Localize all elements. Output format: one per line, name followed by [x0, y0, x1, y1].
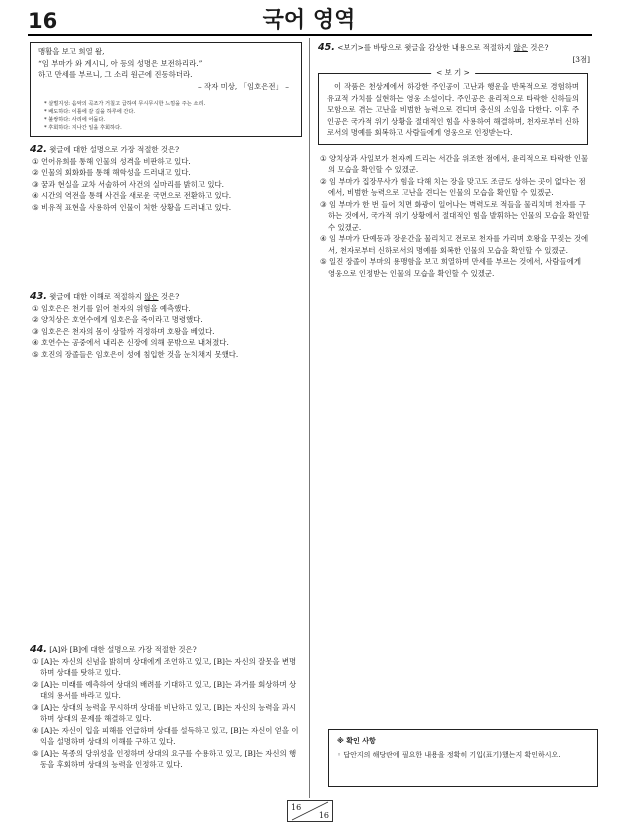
option-marker: ④: [32, 191, 39, 200]
bogi-box: [318, 68, 588, 145]
option-text: 양치상과 사일보가 천자께 드리는 서간을 위조한 점에서, 윤리적으로 타락한 인물의 모습을 확인할 수 있겠군.: [328, 153, 589, 174]
passage-box: [30, 42, 302, 137]
option-marker: ③: [32, 179, 39, 189]
option-marker: ⑤: [320, 257, 327, 266]
left-column: [30, 42, 302, 360]
question-text: [A]와 [B]에 대한 설명으로 가장 적절한 것은?: [49, 645, 197, 654]
option-5[interactable]: [318, 256, 590, 279]
question-stem: [318, 42, 590, 54]
option-text: 꿈과 현실을 교차 서술하여 사건의 실마리를 밝히고 있다.: [41, 179, 225, 189]
option-text: 시간의 역전을 통해 사건을 새로운 국면으로 전환하고 있다.: [41, 191, 232, 200]
option-text: 임 부마가 단예동과 장운간을 물리치고 전로로 천자를 가리며 호왕을 꾸짖는 것에서, 천자로부터 신하로서의 명예를 회복한 인물의 모습을 확인할 수 있겠군.: [328, 234, 589, 255]
confirm-box: [328, 729, 598, 787]
page-number: 16: [28, 9, 58, 33]
question-text: 것은?: [158, 292, 180, 301]
option-marker: ①: [32, 656, 39, 666]
passage-source: – 작자 미상, 「임호은전」 –: [197, 81, 289, 91]
option-1[interactable]: [30, 303, 302, 315]
option-marker: ①: [32, 303, 39, 313]
option-marker: ④: [32, 725, 39, 735]
footnote: * 살벌지성: 음악의 곡조가 거칠고 급하여 무시무시한 느낌을 주는 소리.: [44, 101, 206, 107]
option-text: 호연수는 공중에서 내리온 신장에 의해 문밖으로 내쳐졌다.: [41, 338, 229, 347]
option-3[interactable]: [318, 199, 590, 234]
passage-line: 하고 만세를 부르니, 그 소리 원근에 진동하더라.: [38, 70, 193, 79]
question-stem: [30, 291, 302, 303]
footnote: * 불쌍하다: 사리에 어둡다.: [44, 117, 106, 123]
option-text: 임호은은 천자의 몸이 상할까 걱정하며 호왕을 베었다.: [41, 326, 215, 336]
option-text: [A]는 목종의 당위성을 인정하며 상대의 요구를 수용하고 있고, [B]는 자신의 행동을 후회하며 상대의 능력을 인정하고 있다.: [40, 748, 297, 769]
option-text: 양치상은 호연수에게 임호은을 죽이라고 명령했다.: [41, 315, 203, 324]
option-marker: ②: [32, 679, 39, 689]
option-4[interactable]: [30, 725, 302, 748]
confirm-title: ※ 확인 사항: [337, 737, 376, 745]
header-rule: [28, 34, 592, 36]
option-text: 언어유희를 통해 인물의 성격을 비판하고 있다.: [41, 156, 191, 166]
question-number: 43.: [30, 291, 47, 302]
bogi-text: 이 작품은 천상계에서 하강한 주인공이 고난과 행운을 반복적으로 경험하며 유교적 가치를 실현하는 영웅 소설이다. 주인공은 윤리적으로 타락한 신하들의 모함으로 겪는 고난을 비범한 능력으로 견디며 충신의 소임을 다한다. 이후 주인공은 국가적 위기 상황을 절대적인 힘을 사용하여 해결하며, 천자로부터 신하로서의 명예를 회복하고 사람들에게 영웅으로 인정받는다.: [327, 82, 579, 137]
option-4[interactable]: [30, 190, 302, 202]
option-2[interactable]: [30, 167, 302, 179]
option-marker: ⑤: [32, 748, 39, 758]
option-marker: ①: [320, 153, 327, 163]
option-4[interactable]: [30, 337, 302, 349]
option-marker: ②: [32, 168, 39, 177]
option-marker: ①: [32, 156, 39, 166]
option-3[interactable]: [30, 702, 302, 725]
option-text: 임 부마가 집장무사가 힘을 다해 치는 장을 맞고도 조금도 상하는 곳이 없다는 점에서, 비범한 능력으로 고난을 견디는 인물의 모습을 확인할 수 있겠군.: [328, 176, 586, 197]
question-text: 윗글에 대한 이해로 적절하지: [49, 292, 145, 301]
option-text: [A]는 자신의 신념을 밝히며 상대에게 조언하고 있고, [B]는 자신의 잘못을 변명하며 상대를 탓하고 있다.: [40, 656, 297, 677]
question-text: <보기>를 바탕으로 윗글을 감상한 내용으로 적절하지: [337, 43, 514, 52]
footnote: * 후회하다: 지나간 일을 후회하다.: [44, 125, 122, 131]
question-45: [318, 42, 590, 279]
option-text: [A]는 미래를 예측하여 상대의 배려를 기대하고 있고, [B]는 과거를 회상하며 상대의 용서를 바라고 있다.: [40, 679, 297, 700]
option-5[interactable]: [30, 202, 302, 214]
page-title: 국어 영역: [262, 8, 356, 33]
option-text: 비유적 표현을 사용하여 인물이 처한 상황을 드러내고 있다.: [41, 202, 232, 212]
option-text: [A]는 자신이 입을 피해를 언급하며 상대를 설득하고 있고, [B]는 자신이 얻을 이익을 설명하며 상대의 이해를 구하고 있다.: [40, 725, 299, 746]
footer-total: 16: [318, 811, 329, 820]
option-text: 일진 장졸이 부마의 용맹함을 보고 희열하며 만세를 부르는 것에서, 사람들에게 영웅으로 인정받는 인물의 모습을 확인할 수 있겠군.: [328, 257, 581, 278]
option-3[interactable]: [30, 326, 302, 338]
question-emphasis: 않은: [513, 43, 528, 52]
option-marker: ③: [32, 702, 39, 712]
option-text: 임호은은 천기를 읽어 천자의 위험을 예측했다.: [41, 303, 191, 313]
option-2[interactable]: [30, 679, 302, 702]
option-1[interactable]: [30, 656, 302, 679]
option-marker: ②: [32, 315, 39, 324]
option-text: 인물의 회화화를 통해 해학성을 드러내고 있다.: [41, 168, 191, 177]
footnotes: [38, 100, 293, 132]
option-marker: ③: [32, 326, 39, 336]
option-text: 호진의 장졸들은 임호은이 성에 침입한 것을 눈치채지 못했다.: [41, 349, 239, 359]
option-marker: ④: [320, 234, 327, 243]
option-1[interactable]: [318, 153, 590, 176]
option-2[interactable]: [30, 314, 302, 326]
option-text: [A]는 상대의 능력을 무시하며 상대를 비난하고 있고, [B]는 자신의 능력을 과시하며 상대의 문제를 해결하고 있다.: [40, 702, 297, 723]
option-2[interactable]: [318, 176, 590, 199]
option-5[interactable]: [30, 349, 302, 361]
question-text: 것은?: [527, 43, 549, 52]
column-divider: [309, 38, 310, 798]
option-1[interactable]: [30, 156, 302, 168]
question-number: 42.: [30, 144, 47, 155]
page-footer: [287, 800, 333, 822]
option-marker: ⑤: [32, 349, 39, 359]
confirm-text: ◦ 답안지의 해당란에 필요한 내용을 정확히 기입(표기)했는지 확인하시오.: [337, 751, 561, 759]
footnote: * 배도하다: 이틀에 갈 길을 하루에 간다.: [44, 109, 136, 115]
question-44: [30, 644, 302, 771]
question-emphasis: 않은: [144, 292, 159, 301]
question-stem: [30, 144, 302, 156]
passage-line: “임 부마가 와 계시니, 아 등의 성명은 보전하리라.”: [38, 58, 203, 68]
option-marker: ⑤: [32, 202, 39, 212]
option-text: 임 부마가 한 번 들어 치면 화광이 일어나는 벽력도로 적들을 물리치며 천자를 구하는 것에서, 국가적 위기 상황에서 절대적인 힘을 발휘하는 인물의 모습을 확인할 수 있겠군.: [328, 199, 590, 232]
option-marker: ④: [32, 338, 39, 347]
option-5[interactable]: [30, 748, 302, 771]
passage-line: 맹활을 보고 희열 왈,: [38, 47, 105, 56]
question-points: [3점]: [572, 54, 590, 64]
question-stem: [30, 644, 302, 656]
question-42: [30, 144, 302, 213]
question-text: 윗글에 대한 설명으로 가장 적절한 것은?: [49, 145, 180, 154]
option-marker: ②: [320, 176, 327, 186]
option-3[interactable]: [30, 179, 302, 191]
footer-page: 16: [291, 803, 302, 812]
bogi-title: < 보 기 >: [431, 68, 475, 78]
option-marker: ③: [320, 199, 327, 209]
question-number: 44.: [30, 644, 47, 655]
option-4[interactable]: [318, 233, 590, 256]
question-number: 45.: [318, 42, 335, 53]
question-43: [30, 291, 302, 360]
